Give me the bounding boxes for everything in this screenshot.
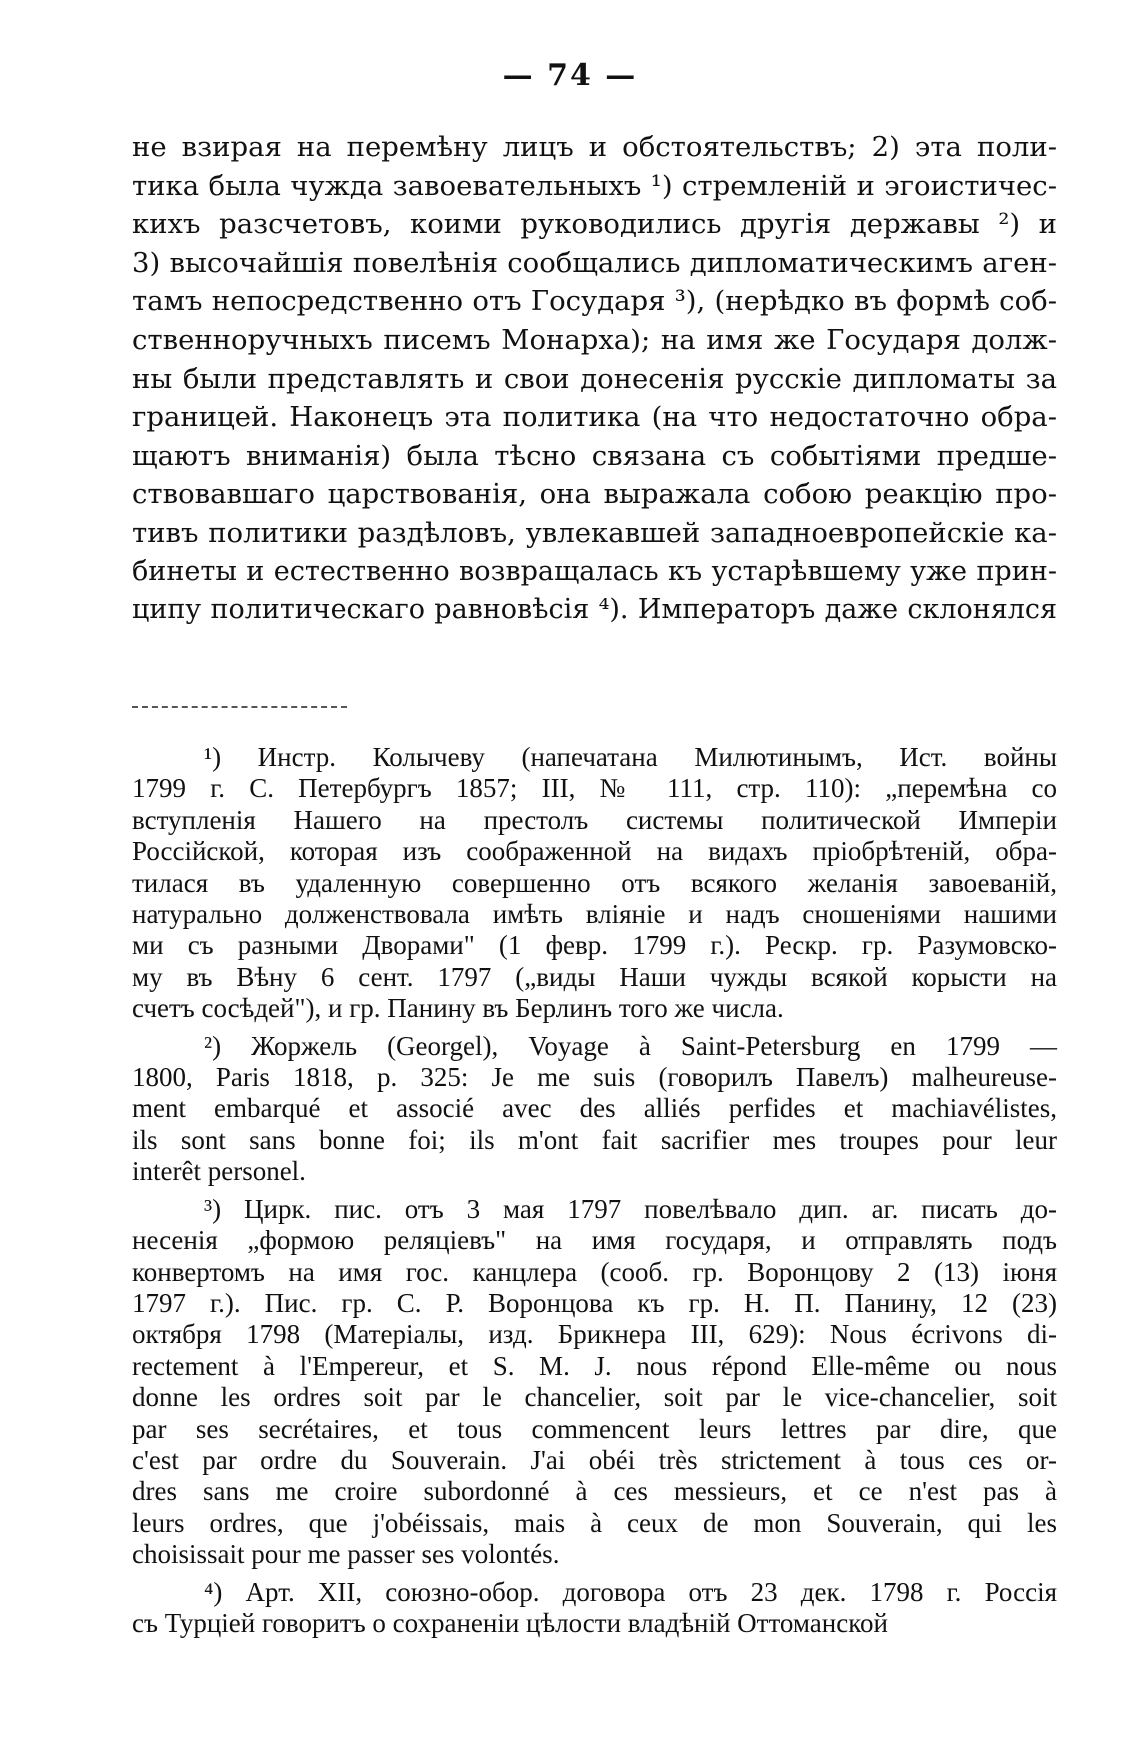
footnote-line: 1800, Paris 1818, p. 325: Je me suis (говорилъ Павелъ) malheureuse- — [132, 1062, 1057, 1093]
footnote-line: leurs ordres, que j'obéissais, mais à ceux de mon Souverain, qui les — [132, 1507, 1057, 1538]
footnote-line: donne les ordres soit par le chancelier, soit par le vice-chancelier, soit — [132, 1382, 1057, 1413]
footnote-line: 1799 г. С. Петербургъ 1857; III, № 111, стр. 110): „перемѣна со — [132, 773, 1057, 804]
footnote-line: ²) Жоржель (Georgel), Voyage à Saint-Petersburg en 1799 — — [204, 1030, 1057, 1061]
main-text-line: 3) высочайшія повелѣнія сообщались дипломатическимъ аген- — [132, 246, 1057, 279]
main-text-line: кихъ разсчетовъ, коими руководились другія державы ²) и — [132, 208, 1057, 241]
footnote-line: несенія „формою реляцiевъ" на имя государя, и отправлять подъ — [132, 1225, 1057, 1256]
main-text-line: границей. Наконецъ эта политика (на что недостаточно обра- — [132, 401, 1057, 434]
main-text-line: тивъ политики раздѣловъ, увлекавшей западноевропейскіе ка- — [132, 516, 1057, 549]
footnote-line: ils sont sans bonne foi; ils m'ont fait sacrifier mes troupes pour leur — [132, 1124, 1057, 1155]
footnote-line: ³) Цирк. пис. отъ 3 мая 1797 повелѣвало дип. аг. писать до- — [204, 1193, 1057, 1224]
main-text-line: ны были представлять и свои донесенія русскіе дипломаты за — [132, 362, 1057, 395]
footnote-line: dres sans me croire subordonné à ces messieurs, et ce n'est pas à — [132, 1476, 1057, 1507]
main-text-line: не взирая на перемѣну лицъ и обстоятельствъ; 2) эта поли- — [132, 131, 1057, 163]
footnote-line: rectement à l'Empereur, et S. M. J. nous répond Elle-même ou nous — [132, 1350, 1057, 1381]
main-text-line: тика была чужда завоевательныхъ ¹) стремленій и эгоистичес- — [132, 169, 1057, 202]
footnote-line: choisissait pour me passer ses volontés. — [132, 1539, 560, 1570]
footnote-line: счетъ сосѣдей"), и гр. Панину въ Берлинъ того же числа. — [132, 993, 784, 1024]
footnote-line: ¹) Инстр. Колычеву (напечатана Милютинымъ, Ист. войны — [204, 742, 1057, 772]
main-text-line: бинеты и естественно возвращалась къ устарѣвшему уже прин- — [132, 555, 1057, 587]
footnote-line: par ses secrétaires, et tous commencent leurs lettres par dire, que — [132, 1413, 1057, 1444]
footnote — [132, 1194, 1057, 1571]
main-text-line: тамъ непосредственно отъ Государя ³), (нерѣдко въ формѣ соб- — [132, 285, 1057, 318]
footnote-line: натурально долженствовала имѣть вліяніе и надъ сношеніями нашими — [132, 899, 1057, 930]
footnote — [132, 742, 1057, 1025]
footnotes — [132, 742, 1057, 1639]
main-text-line: ственноручныхъ писемъ Монарха); на имя же Государя долж- — [132, 323, 1057, 356]
main-text-line: ципу политическаго равновѣсія ⁴). Императоръ даже склонялся — [132, 594, 1057, 626]
footnote-line: c'est par ordre du Souverain. J'ai obéi très strictement à tous ces or- — [132, 1444, 1057, 1475]
footnote-line: ment embarqué et associé avec des alliés perfides et machiavélistes, — [132, 1093, 1057, 1124]
footnote-line: конвертомъ на имя гос. канцлера (сооб. гр. Воронцову 2 (13) іюня — [132, 1256, 1057, 1287]
footnote-line: ⁴) Арт. XII, союзно-обор. договора отъ 23 дек. 1798 г. Россія — [204, 1576, 1057, 1607]
footnote-line: тилася въ удаленную совершенно отъ всякого желанія завоеваній, — [132, 867, 1057, 898]
footnote-line: съ Турціей говоритъ о сохраненіи цѣлости владѣній Оттоманской — [132, 1607, 888, 1638]
footnote — [132, 1031, 1057, 1188]
main-text-line: щаютъ вниманія) была тѣсно связана съ событіями предше- — [132, 439, 1057, 472]
footnote-line: ми съ разными Дворами" (1 февр. 1799 г.). Рескр. гр. Разумовско- — [132, 930, 1057, 961]
page-number: — 74 — — [502, 58, 638, 93]
footnote-line: вступленія Нашего на престолъ системы политической Имперіи — [132, 804, 1057, 835]
footnote-line: 1797 г.). Пис. гр. С. Р. Воронцова къ гр. Н. П. Панину, 12 (23) — [132, 1287, 1057, 1318]
footnote-line: Россійской, которая изъ соображенной на видахъ пріобрѣтеній, обра- — [132, 836, 1057, 867]
footnote-line: interêt personel. — [132, 1156, 306, 1187]
footnote-line: му въ Вѣну 6 сент. 1797 („виды Наши чужды всякой корысти на — [132, 961, 1057, 992]
main-text — [132, 128, 1057, 630]
footnote-separator — [132, 706, 347, 708]
footnote — [132, 1577, 1057, 1640]
footnote-line: октября 1798 (Матеріалы, изд. Брикнера III, 629): Nous écrivons di- — [132, 1319, 1057, 1350]
main-text-line: ствовавшаго царствованія, она выражала собою реакцію про- — [132, 478, 1057, 511]
